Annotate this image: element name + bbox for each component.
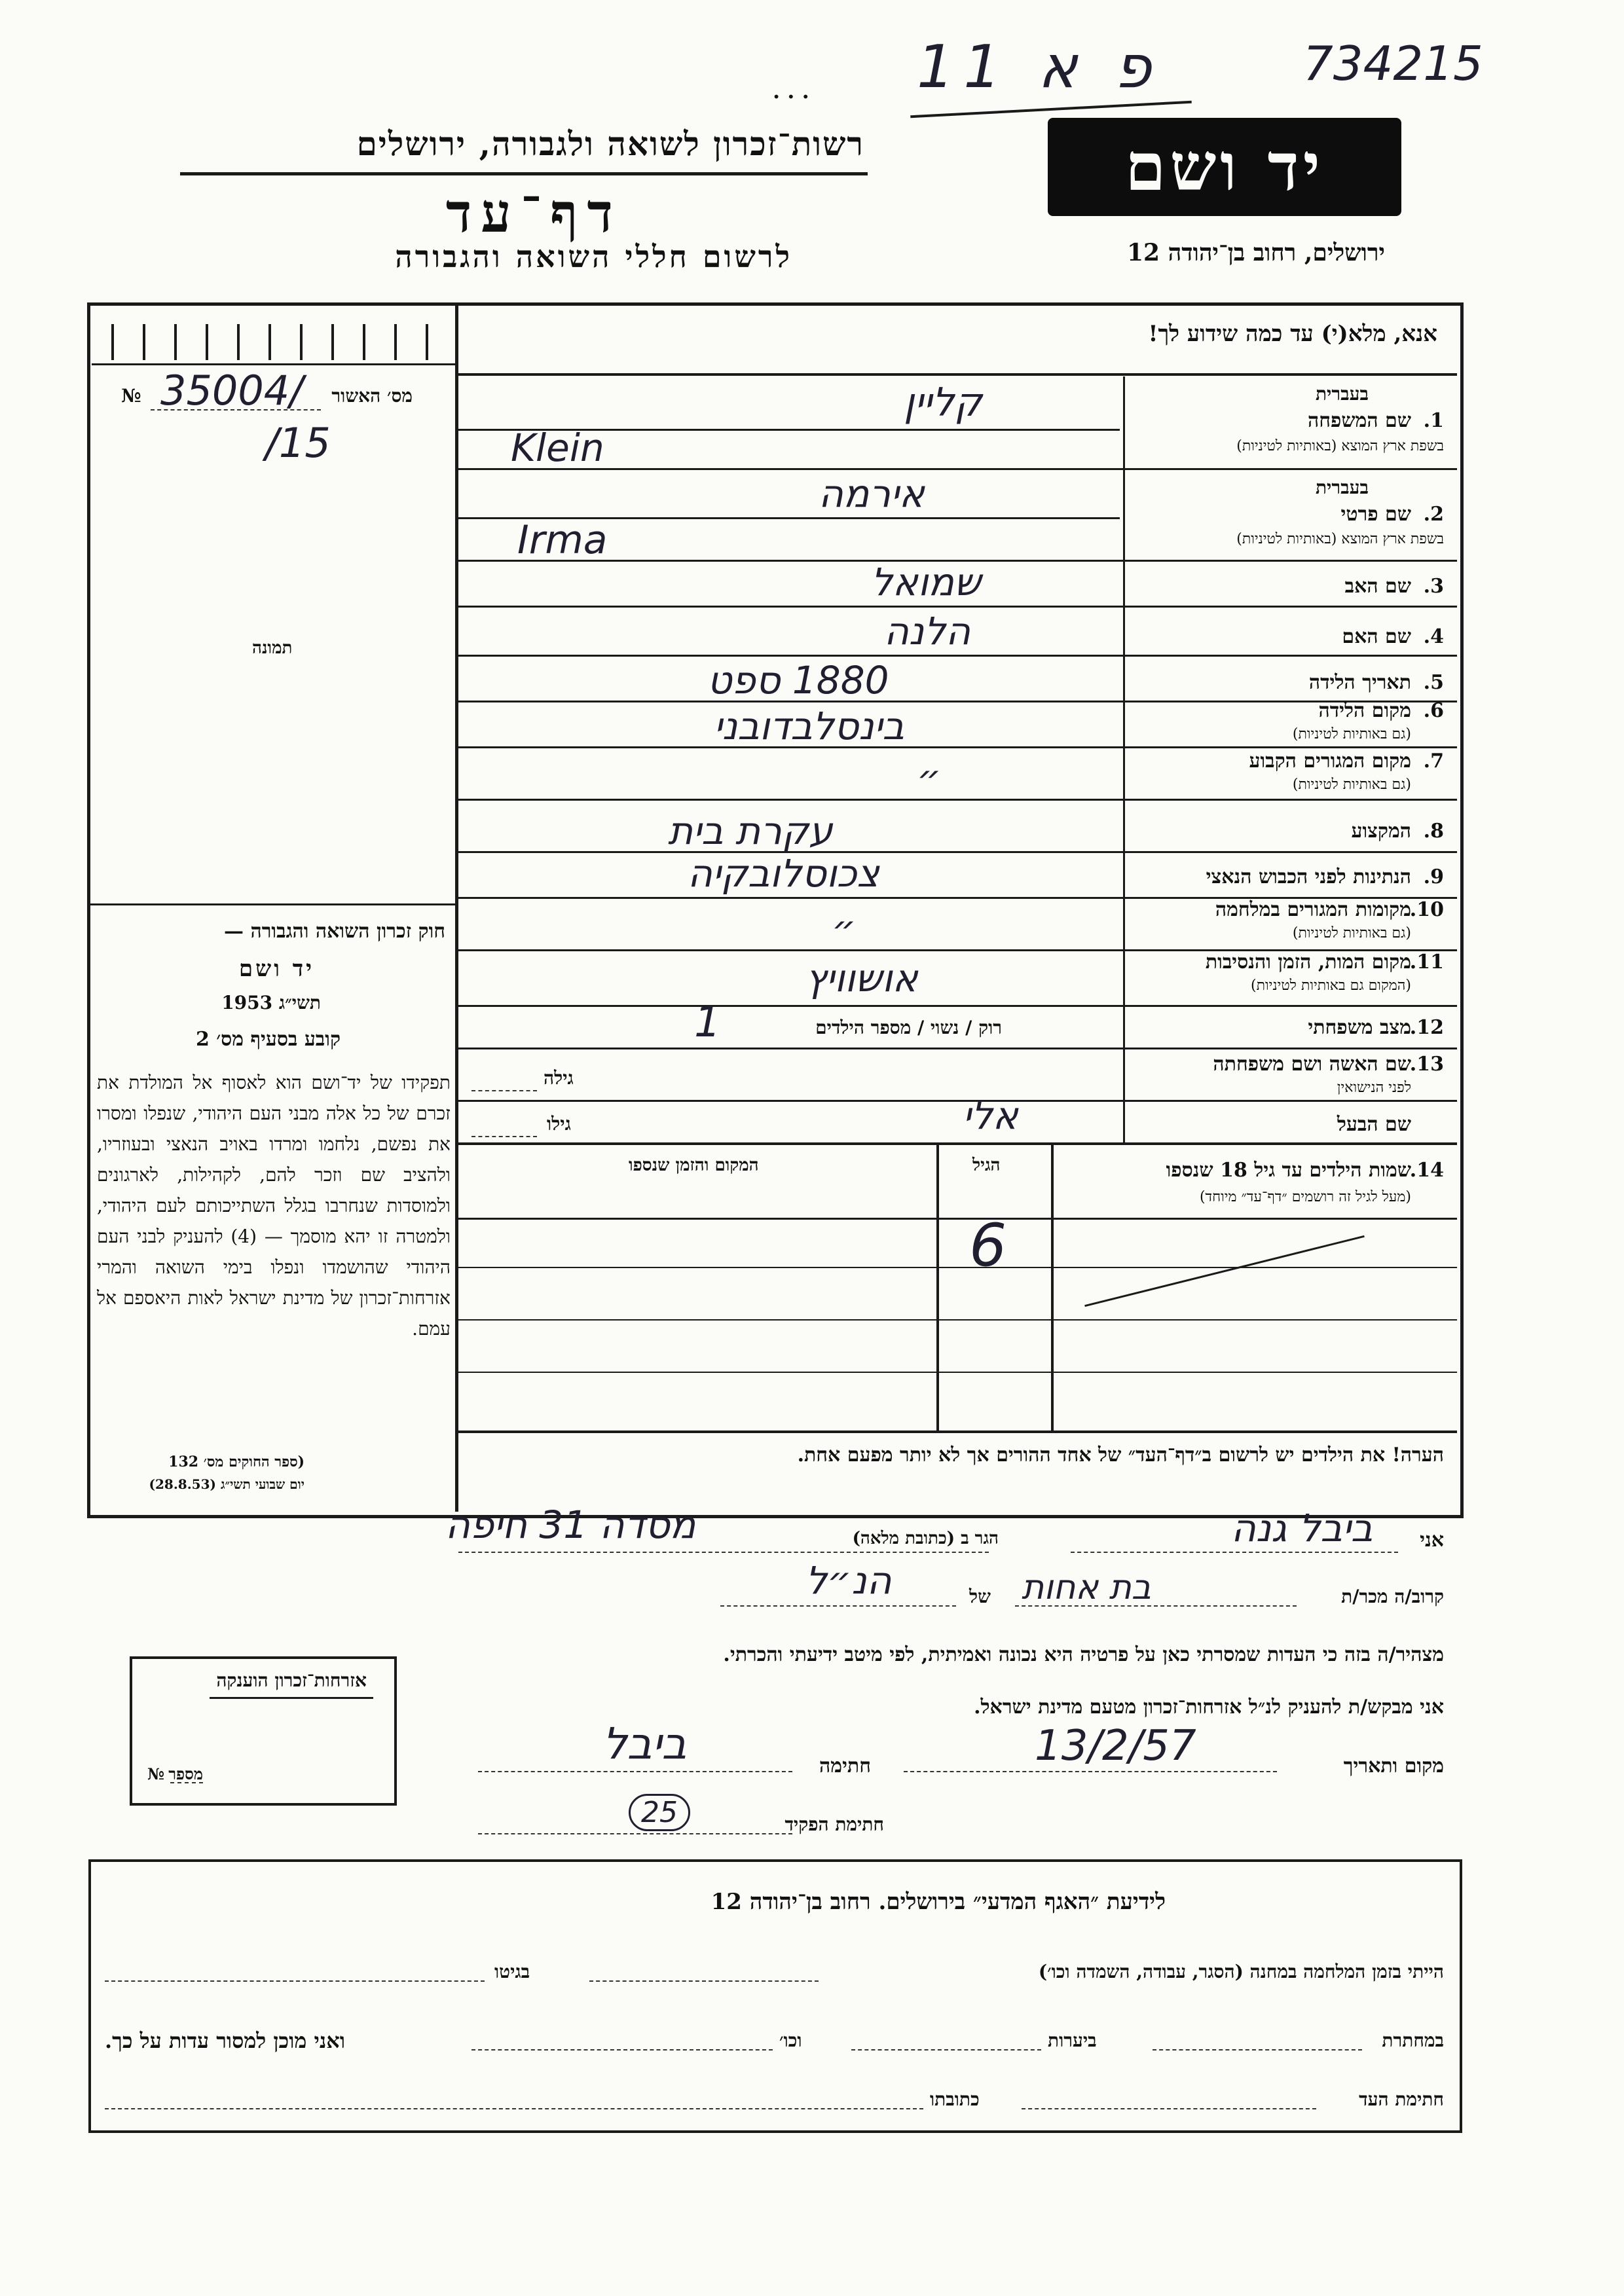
field-12-num: 12.: [1409, 1016, 1444, 1039]
authority-underline: [180, 172, 868, 175]
field-4-value: הלנה: [884, 609, 970, 653]
field-1-hebrew-tag: בעברית: [1315, 383, 1369, 405]
citizenship-no-symbol: №: [147, 1764, 165, 1783]
header-dots: . . .: [773, 79, 809, 103]
law-box-top: [87, 903, 457, 905]
rule-12: [458, 1048, 1457, 1049]
notice-line2-field-3: [471, 2049, 773, 2050]
decl-address-label: הגר ב (כתובת מלאה): [852, 1529, 999, 1548]
children-label: שמות הילדים עד גיל 18 שנספו: [1166, 1159, 1411, 1182]
handwritten-ref-right: 734215: [1303, 36, 1483, 91]
children-row-rule-4: [458, 1430, 1457, 1433]
field-10-label: מקומות המגורים במלחמה: [1215, 898, 1411, 921]
field-12-label: מצב משפחתי: [1308, 1016, 1411, 1039]
field-10-sub: (גם באותיות לטיניות): [1292, 925, 1411, 941]
field-2-value-hebrew: אירמה: [819, 471, 925, 516]
children-divider-2: [936, 1145, 939, 1433]
field-1-value-hebrew: קליין: [904, 380, 982, 426]
notice-title: לידיעת ״האגף המדעי״ בירושלים. רחוב בן־יהודה 12: [710, 1889, 1166, 1915]
header-address: ירושלים, רחוב בן־יהודה 12: [1126, 239, 1385, 266]
decl-relation-label: קרוב/ה מכר/ת: [1341, 1586, 1444, 1607]
rule-8: [458, 851, 1457, 853]
field-4-label: שם האם: [1342, 625, 1411, 648]
notice-line1-field-1: [589, 1980, 819, 1982]
decl-signature: ביבל: [602, 1719, 687, 1769]
field-6-label: מקום הלידה: [1318, 699, 1411, 722]
law-logo: יד ושם: [238, 956, 314, 982]
field-7-sub: (גם באותיות לטיניות): [1292, 776, 1411, 793]
children-count-value: 1: [694, 998, 721, 1047]
rule-11: [458, 1005, 1457, 1007]
field-5-num: 5.: [1423, 671, 1444, 694]
decl-date: 13/2/57: [1035, 1722, 1196, 1770]
notice-line2-a: במחתרת: [1382, 2030, 1444, 2051]
decl-shel: של: [969, 1586, 991, 1607]
field-5-label: תאריך הלידה: [1308, 671, 1411, 694]
field-4-num: 4.: [1423, 625, 1444, 648]
law-footnote-2: יום שבועי תשי״ג (28.8.53): [149, 1476, 304, 1492]
decl-officer-sig: 25: [629, 1794, 690, 1831]
field-7-label: מקום המגורים הקבוע: [1249, 750, 1411, 773]
law-title: חוק זכרון השואה והגבורה —: [224, 920, 445, 943]
children-col-place: המקום והזמן שנספו: [629, 1156, 759, 1175]
decl-request: אני מבקש/ת להעניק לנ״ל אזרחות־זכרון מטעם מדינת ישראל.: [974, 1696, 1444, 1719]
field-2-label: שם פרטי: [1340, 503, 1411, 526]
form-title: דף־עד: [445, 182, 622, 245]
field-1-value-latin: Klein: [511, 426, 604, 470]
field-10-value: ״: [832, 907, 857, 951]
husband-age-label: גילו: [547, 1113, 571, 1135]
approval-label: מס׳ האשור: [331, 385, 413, 407]
husband-age-line: [471, 1136, 537, 1137]
wife-age-line: [471, 1090, 537, 1091]
field-3-label: שם האב: [1344, 575, 1411, 598]
decl-statement: מצהיר/ה בזה כי העדות שמסרתי כאן על פרטיה היא נכונה ואמיתית, לפי מיטב ידיעתי והכרתי.: [723, 1643, 1444, 1666]
field-10-num: 10.: [1409, 898, 1444, 921]
handwritten-ref-center: פ א 11: [917, 33, 1161, 101]
notice-line1-field-2: [105, 1980, 485, 1982]
field-5-value: 1880 ספט: [707, 658, 889, 702]
field-6-value: בינסלבדובני: [714, 704, 905, 748]
children-age-value: 6: [969, 1211, 1007, 1280]
decl-officer-line: [478, 1833, 792, 1834]
children-header-rule: [458, 1218, 1457, 1220]
approval-ticks: [111, 324, 452, 360]
rule-1b: [458, 468, 1457, 470]
field-8-num: 8.: [1423, 820, 1444, 843]
approval-no-symbol: №: [121, 385, 141, 407]
field-7-num: 7.: [1423, 750, 1444, 773]
field-6-num: 6.: [1423, 699, 1444, 722]
notice-line3-b: כתובתו: [930, 2088, 980, 2110]
children-divider-1: [1051, 1145, 1054, 1433]
notice-line2-b: ביערות: [1048, 2030, 1097, 2051]
law-year: תשי״ג 1953: [221, 992, 321, 1013]
approval-number: 35004/: [160, 367, 304, 414]
notice-line2-field-2: [851, 2049, 1041, 2050]
law-footnote-1: (ספר החוקים מס׳ 132: [168, 1453, 304, 1470]
decl-officer-label: חתימת הפקיד: [784, 1813, 884, 1835]
field-2-value-latin: Irma: [517, 517, 608, 563]
form-subtitle: לרשום חללי השואה והגבורה: [395, 239, 792, 274]
field-2-hebrew-tag: בעברית: [1315, 477, 1369, 498]
field-1-num: 1.: [1423, 409, 1444, 432]
children-sub: (מעל לגיל זה רושמים ״דף־עד״ מיוחד): [1199, 1189, 1411, 1205]
field-8-value: עקרת בית: [668, 809, 833, 853]
fields-divider: [1123, 376, 1125, 1142]
decl-address: מסדה 31 חיפה: [445, 1503, 696, 1547]
law-body: תפקידו של יד־ושם הוא לאסוף אל המולדת את זכרם של כל אלה מבני העם היהודי, שנפלו ומסרו את נפשם, נלחמו ומרדו באויב הנאצי ובעוזריו, ולהציב שם וזכר להם, לקהילות, לארגונים ולמוסדות שנחרבו בגלל השתייכותם לעם היהודי, ולמטרה זו יהא מוסמך — (4) להעניק לבני העם היהודי שהושמדו ונפלו בימי השואה והמרי אזרחות־זכרון של מדינת ישראל לאות היאספם אל עמם.: [97, 1072, 451, 1339]
children-row-rule-2: [458, 1319, 1457, 1321]
notice-line1-b: בגיטו: [494, 1961, 530, 1982]
field-3-num: 3.: [1423, 575, 1444, 598]
notice-line1-a: הייתי בזמן המלחמה במחנה (הסגר, עבודה, השמדה וכו׳): [1038, 1961, 1444, 1982]
decl-relation: בת אחות: [1022, 1568, 1151, 1607]
children-num: 14.: [1409, 1159, 1444, 1182]
field-8-label: המקצוע: [1351, 820, 1411, 843]
instruction-text: אנא, מלא(י) עד כמה שידוע לך!: [1148, 321, 1437, 347]
rule-husband: [458, 1142, 1457, 1145]
field-11-sub: (המקום גם באותיות לטיניות): [1251, 977, 1411, 994]
husband-value: אלי: [963, 1093, 1018, 1138]
family-status-options: רוק / נשוי / מספר הילדים: [815, 1017, 1002, 1038]
field-3-value: שמואל: [871, 560, 982, 604]
handwritten-underline: [910, 101, 1192, 118]
citizenship-title: אזרחות־זכרון הוענקה: [216, 1669, 367, 1691]
rule-6: [458, 746, 1457, 748]
decl-of-name: הנ״ל: [805, 1558, 892, 1603]
decl-name: ביבל גנה: [1231, 1506, 1373, 1550]
decl-name-line: [1071, 1552, 1398, 1553]
field-1-label: שם המשפחה: [1307, 409, 1411, 432]
approval-number-line: [151, 409, 321, 410]
citizenship-title-rule: [210, 1697, 373, 1699]
authority-name: רשות־זכרון לשואה ולגבורה, ירושלים: [356, 124, 864, 163]
field-9-label: הנתינות לפני הכבוש הנאצי: [1206, 866, 1411, 888]
wife-age-label: גילה: [544, 1067, 574, 1089]
decl-signature-label: חתימה: [819, 1755, 871, 1777]
yad-vashem-logo: [1048, 118, 1401, 216]
rule-7: [458, 799, 1457, 801]
field-13-sub: לפני הנישואין: [1337, 1080, 1411, 1096]
rule-3: [458, 606, 1457, 608]
decl-date-line: [904, 1771, 1277, 1772]
photo-label: תמונה: [252, 638, 293, 658]
field-13-num: 13.: [1409, 1053, 1444, 1076]
children-col-age: הגיל: [972, 1156, 1001, 1175]
notice-line2-c: וכו׳: [779, 2030, 802, 2051]
field-9-value: צכוסלובקיה: [688, 851, 879, 896]
field-11-label: מקום המות, הזמן והנסיבות: [1205, 951, 1411, 974]
rule-4: [458, 655, 1457, 657]
notice-line3-field-1: [1022, 2108, 1316, 2109]
decl-signature-line: [478, 1771, 792, 1772]
field-11-value: אושוויץ: [805, 956, 918, 1000]
rule-5: [458, 701, 1457, 702]
children-note: הערה! את הילדים יש לרשום ב״דף־העד״ של אחד ההורים אך לא יותר מפעם אחת.: [797, 1444, 1444, 1467]
children-row-rule-1: [458, 1267, 1457, 1268]
notice-line2-field-1: [1153, 2049, 1362, 2050]
left-column-divider: [455, 302, 458, 1512]
law-section: קובע בסעיף מס׳ 2: [195, 1028, 341, 1051]
field-6-sub: (גם באותיות לטיניות): [1292, 726, 1411, 742]
notice-line3-a: חתימת העד: [1359, 2088, 1444, 2110]
field-13-label: שם האשה ושם משפחתה: [1213, 1053, 1411, 1076]
logo-text: יד ושם: [1125, 128, 1324, 206]
husband-label: שם הבעל: [1337, 1113, 1411, 1136]
notice-line3-field-2: [105, 2108, 923, 2109]
notice-line2-d: ואני מוכן למסור עדות על כך.: [105, 2028, 346, 2053]
field-1-sub: בשפת ארץ המוצא (באותיות לטיניות): [1236, 438, 1444, 454]
citizenship-number-label: מספר: [168, 1764, 203, 1783]
decl-address-line: [458, 1552, 989, 1553]
decl-of-line: [720, 1605, 956, 1607]
rule-13: [458, 1100, 1457, 1102]
approval-tick-base: [92, 363, 455, 365]
field-2-num: 2.: [1423, 503, 1444, 526]
field-7-value: ״: [917, 756, 942, 801]
instruction-rule: [458, 373, 1457, 376]
children-row-rule-3: [458, 1372, 1457, 1373]
decl-place-date-label: מקום ותאריך: [1343, 1755, 1444, 1777]
approval-sub-number: /15: [265, 419, 331, 467]
decl-ani: אני: [1420, 1529, 1444, 1552]
field-11-num: 11.: [1409, 951, 1444, 974]
field-2-sub: בשפת ארץ המוצא (באותיות לטיניות): [1236, 531, 1444, 547]
citizenship-number-line: [170, 1782, 203, 1783]
field-9-num: 9.: [1423, 866, 1444, 888]
